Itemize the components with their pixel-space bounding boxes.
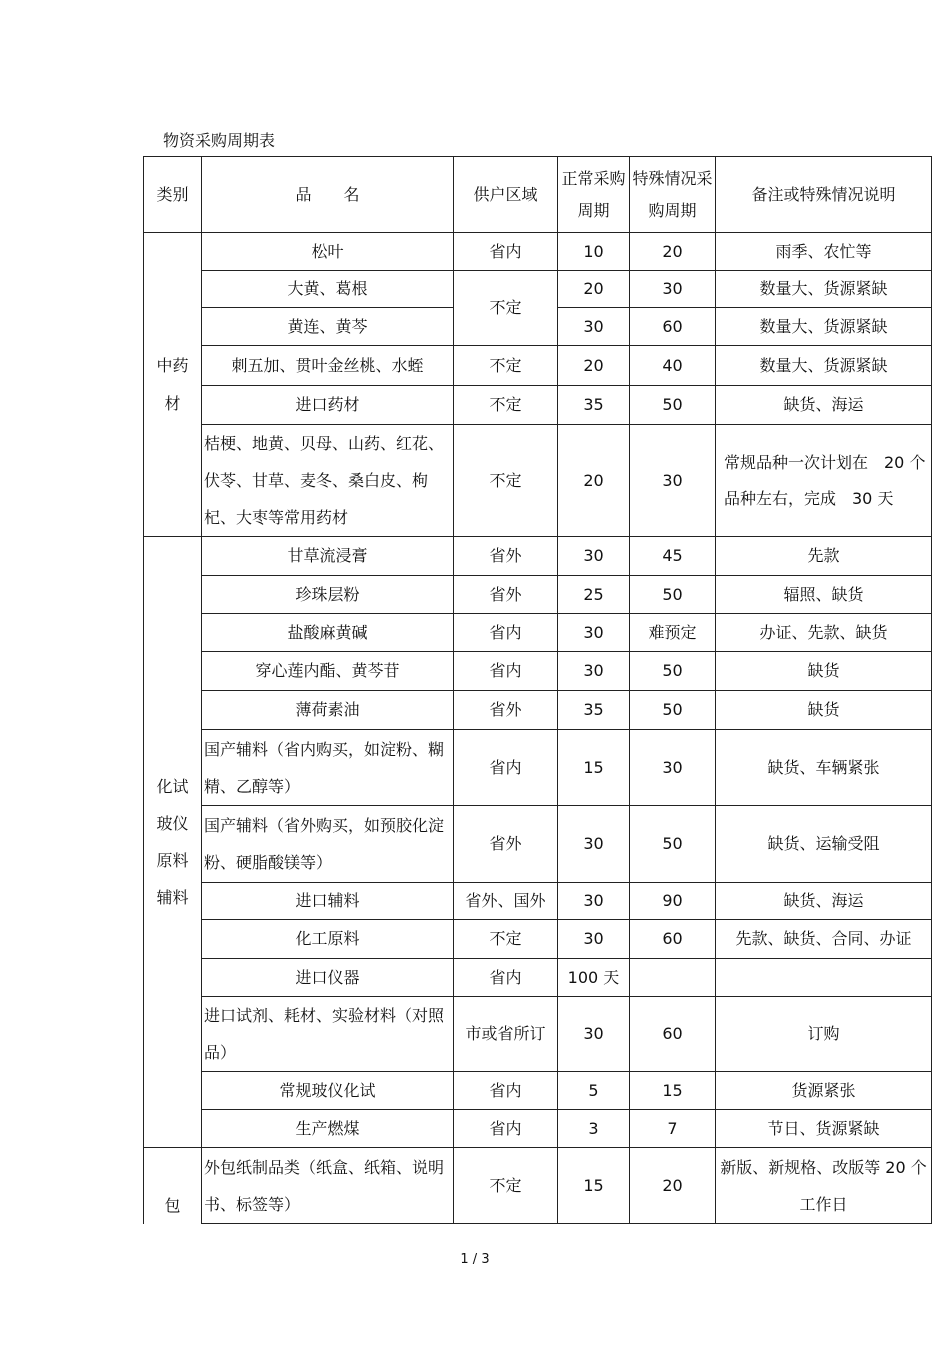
item-normal: 30 bbox=[558, 997, 630, 1072]
item-special: 15 bbox=[630, 1072, 716, 1110]
table-row bbox=[144, 1110, 932, 1148]
item-name: 盐酸麻黄碱 bbox=[202, 614, 454, 652]
item-region: 不定 bbox=[454, 386, 558, 425]
item-normal: 5 bbox=[558, 1072, 630, 1110]
item-special: 7 bbox=[630, 1110, 716, 1148]
header-note: 备注或特殊情况说明 bbox=[716, 157, 932, 233]
item-normal: 30 bbox=[558, 652, 630, 691]
item-special: 30 bbox=[630, 425, 716, 537]
item-note: 先款、缺货、合同、办证 bbox=[716, 920, 932, 959]
header-name: 品 名 bbox=[202, 157, 454, 233]
item-name: 常规玻仪化试 bbox=[202, 1072, 454, 1110]
item-note: 缺货 bbox=[716, 691, 932, 730]
table-row bbox=[144, 233, 932, 271]
item-note: 缺货、海运 bbox=[716, 386, 932, 425]
item-note: 缺货 bbox=[716, 652, 932, 691]
item-normal: 30 bbox=[558, 883, 630, 920]
item-normal: 15 bbox=[558, 1148, 630, 1224]
item-note: 缺货、运输受阻 bbox=[716, 806, 932, 883]
item-note: 节日、货源紧缺 bbox=[716, 1110, 932, 1148]
item-note: 数量大、货源紧缺 bbox=[716, 346, 932, 386]
table-row bbox=[144, 614, 932, 652]
item-region: 不定 bbox=[454, 425, 558, 537]
item-region: 省外、国外 bbox=[454, 883, 558, 920]
table-row bbox=[144, 652, 932, 691]
item-normal: 30 bbox=[558, 920, 630, 959]
item-special: 60 bbox=[630, 997, 716, 1072]
header-category: 类别 bbox=[144, 157, 202, 233]
item-special: 40 bbox=[630, 346, 716, 386]
item-normal: 20 bbox=[558, 425, 630, 537]
item-region: 省外 bbox=[454, 806, 558, 883]
item-normal: 30 bbox=[558, 308, 630, 346]
document-title: 物资采购周期表 bbox=[163, 131, 276, 150]
table-row bbox=[144, 576, 932, 614]
item-name: 进口辅料 bbox=[202, 883, 454, 920]
item-name: 珍珠层粉 bbox=[202, 576, 454, 614]
item-region: 省内 bbox=[454, 1072, 558, 1110]
header-normal-cycle: 正常采购周期 bbox=[558, 157, 630, 233]
item-note: 先款 bbox=[716, 537, 932, 576]
item-special: 90 bbox=[630, 883, 716, 920]
page-number: 1 / 3 bbox=[460, 1252, 490, 1267]
item-region: 省内 bbox=[454, 730, 558, 806]
item-name: 黄连、黄芩 bbox=[202, 308, 454, 346]
item-normal: 20 bbox=[558, 346, 630, 386]
item-normal: 10 bbox=[558, 233, 630, 271]
item-name: 国产辅料（省内购买，如淀粉、糊精、乙醇等） bbox=[202, 730, 454, 806]
table-row bbox=[144, 997, 932, 1072]
item-name: 薄荷素油 bbox=[202, 691, 454, 730]
category-packaging: 包 bbox=[144, 1148, 202, 1224]
category-chemicals: 化试玻仪原料辅料 bbox=[144, 537, 202, 1148]
item-note: 新版、新规格、改版等 20 个工作日 bbox=[716, 1148, 932, 1224]
item-note: 辐照、缺货 bbox=[716, 576, 932, 614]
item-note: 常规品种一次计划在 20 个品种左右，完成 30 天 bbox=[716, 425, 932, 537]
procurement-cycle-table bbox=[143, 156, 932, 1224]
table-row bbox=[144, 1148, 932, 1224]
item-normal: 25 bbox=[558, 576, 630, 614]
category-herbs: 中药材 bbox=[144, 233, 202, 537]
item-region: 不定 bbox=[454, 271, 558, 346]
item-note: 订购 bbox=[716, 997, 932, 1072]
table-row bbox=[144, 386, 932, 425]
item-note: 数量大、货源紧缺 bbox=[716, 271, 932, 308]
table-row bbox=[144, 691, 932, 730]
item-special: 30 bbox=[630, 271, 716, 308]
item-region: 省内 bbox=[454, 652, 558, 691]
header-row bbox=[144, 157, 932, 233]
item-name: 进口药材 bbox=[202, 386, 454, 425]
item-region: 不定 bbox=[454, 346, 558, 386]
item-region: 省内 bbox=[454, 614, 558, 652]
item-normal: 100 天 bbox=[558, 959, 630, 997]
item-region: 省内 bbox=[454, 233, 558, 271]
item-special: 30 bbox=[630, 730, 716, 806]
item-normal: 35 bbox=[558, 386, 630, 425]
item-name: 甘草流浸膏 bbox=[202, 537, 454, 576]
item-region: 省内 bbox=[454, 959, 558, 997]
item-special: 20 bbox=[630, 233, 716, 271]
item-special: 50 bbox=[630, 652, 716, 691]
item-name: 化工原料 bbox=[202, 920, 454, 959]
item-special: 50 bbox=[630, 806, 716, 883]
item-name: 生产燃煤 bbox=[202, 1110, 454, 1148]
item-region: 省外 bbox=[454, 576, 558, 614]
item-special: 50 bbox=[630, 576, 716, 614]
item-region: 市或省所订 bbox=[454, 997, 558, 1072]
item-name: 大黄、葛根 bbox=[202, 271, 454, 308]
header-special-cycle: 特殊情况采购周期 bbox=[630, 157, 716, 233]
table-row bbox=[144, 730, 932, 806]
item-region: 省外 bbox=[454, 691, 558, 730]
header-region: 供户区域 bbox=[454, 157, 558, 233]
item-name: 国产辅料（省外购买，如预胶化淀粉、硬脂酸镁等） bbox=[202, 806, 454, 883]
table-row bbox=[144, 537, 932, 576]
item-normal: 15 bbox=[558, 730, 630, 806]
item-normal: 30 bbox=[558, 537, 630, 576]
item-special: 20 bbox=[630, 1148, 716, 1224]
item-normal: 20 bbox=[558, 271, 630, 308]
table-row bbox=[144, 883, 932, 920]
item-note: 货源紧张 bbox=[716, 1072, 932, 1110]
item-region: 省内 bbox=[454, 1110, 558, 1148]
table-row bbox=[144, 959, 932, 997]
item-note: 数量大、货源紧缺 bbox=[716, 308, 932, 346]
item-note: 缺货、车辆紧张 bbox=[716, 730, 932, 806]
item-special bbox=[630, 959, 716, 997]
item-special: 50 bbox=[630, 691, 716, 730]
item-name: 穿心莲内酯、黄芩苷 bbox=[202, 652, 454, 691]
item-region: 不定 bbox=[454, 920, 558, 959]
item-note: 雨季、农忙等 bbox=[716, 233, 932, 271]
table-row bbox=[144, 920, 932, 959]
table-row bbox=[144, 425, 932, 537]
item-special: 难预定 bbox=[630, 614, 716, 652]
item-special: 50 bbox=[630, 386, 716, 425]
item-normal: 30 bbox=[558, 806, 630, 883]
item-normal: 3 bbox=[558, 1110, 630, 1148]
item-name: 进口仪器 bbox=[202, 959, 454, 997]
item-normal: 35 bbox=[558, 691, 630, 730]
item-note: 缺货、海运 bbox=[716, 883, 932, 920]
item-region: 不定 bbox=[454, 1148, 558, 1224]
table-row bbox=[144, 806, 932, 883]
item-special: 60 bbox=[630, 308, 716, 346]
item-name: 松叶 bbox=[202, 233, 454, 271]
item-note: 办证、先款、缺货 bbox=[716, 614, 932, 652]
item-special: 60 bbox=[630, 920, 716, 959]
item-name: 刺五加、贯叶金丝桃、水蛭 bbox=[202, 346, 454, 386]
item-normal: 30 bbox=[558, 614, 630, 652]
table-row bbox=[144, 271, 932, 308]
item-name: 桔梗、地黄、贝母、山药、红花、伏苓、甘草、麦冬、桑白皮、枸杞、大枣等常用药材 bbox=[202, 425, 454, 537]
item-region: 省外 bbox=[454, 537, 558, 576]
item-name: 进口试剂、耗材、实验材料（对照品） bbox=[202, 997, 454, 1072]
table-row bbox=[144, 346, 932, 386]
table-row bbox=[144, 1072, 932, 1110]
item-name: 外包纸制品类（纸盒、纸箱、说明书、标签等） bbox=[202, 1148, 454, 1224]
item-note bbox=[716, 959, 932, 997]
item-special: 45 bbox=[630, 537, 716, 576]
